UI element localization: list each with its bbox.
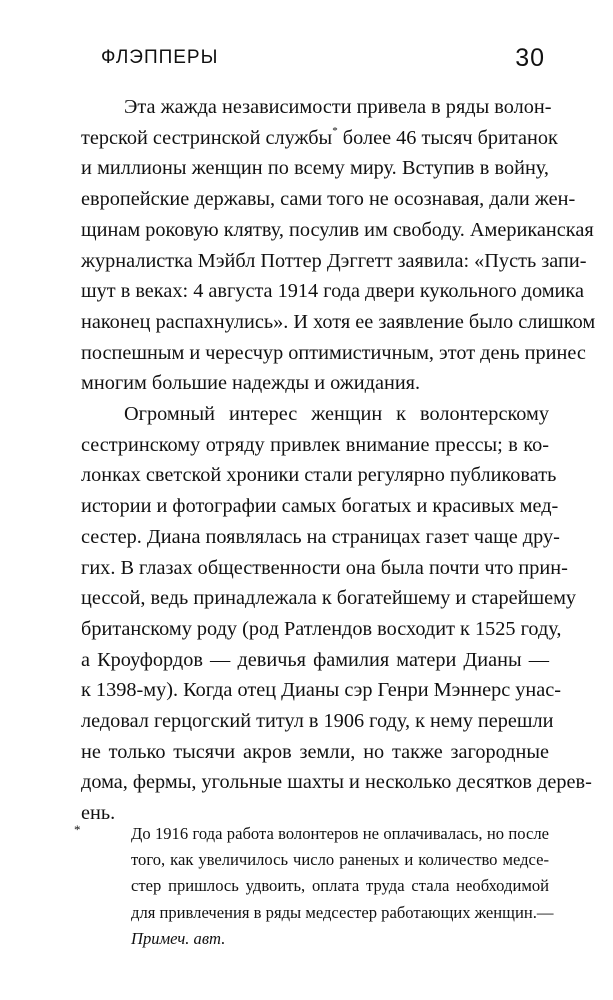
text-line: не только тысячи акров земли, но также загородные (81, 740, 549, 763)
text-line: гих. В глазах общественности она была почти что прин- (81, 556, 568, 579)
text-line: Эта жажда независимости привела в ряды волон- (124, 96, 552, 118)
text-line: истории и фотографии самых богатых и красивых мед- (81, 495, 559, 518)
text-line: дома, фермы, угольные шахты и несколько десятков дерев- (81, 771, 592, 794)
footnote-line: стер пришлось удвоить, оплата труда стала необходимой (131, 876, 549, 896)
text-line: ень. (81, 802, 116, 825)
text-line: ледовал герцогский титул в 1906 году, к нему перешли (81, 710, 554, 733)
main-text (81, 92, 596, 829)
text-line: лонках светской хроники стали регулярно публиковать (81, 464, 557, 487)
text-line: Огромный интерес женщин к волонтерскому (124, 403, 549, 426)
text-line: цессой, ведь принадлежала к богатейшему и старейшему (81, 587, 577, 610)
running-title: ФЛЭППЕРЫ (101, 47, 219, 68)
footnote-author-note: Примеч. авт. (131, 928, 226, 948)
text-line: сестринскому отряду привлек внимание прессы; в ко- (81, 433, 549, 456)
text-line: и миллионы женщин по всему миру. Вступив в войну, (81, 157, 549, 180)
text-line: наконец распахнулись». И хотя ее заявление было слишком (81, 310, 596, 333)
text-line: к 1398-му). Когда отец Дианы сэр Генри Мэннерс унас- (81, 679, 562, 702)
text-line: многим большие надежды и ожидания. (81, 372, 421, 395)
text-line: а Кроуфордов — девичья фамилия матери Дианы — (81, 648, 549, 671)
footnote-line: того, как увеличилось число раненых и количество медсе- (131, 850, 549, 870)
text-line: шут в веках: 4 августа 1914 года двери кукольного домика (81, 280, 584, 303)
paragraph-2 (81, 399, 592, 829)
text-line: поспешным и чересчур оптимистичным, этот день принес (81, 341, 586, 364)
text-line-with-footnote (81, 123, 558, 154)
footnote-line: для привлечения в ряды медсестер работающих женщин.— (131, 902, 554, 922)
page-header (101, 40, 545, 76)
footnote-text (131, 821, 554, 952)
text-line: щинам роковую клятву, посулив им свободу. Американская (81, 218, 594, 241)
page-number: 30 (515, 43, 545, 72)
footnote-reference[interactable]: * (332, 124, 338, 137)
text-segment: терской сестринской службы (81, 126, 333, 149)
text-line: британскому роду (род Ратлендов восходит к 1525 году, (81, 617, 562, 640)
footnote (74, 821, 554, 952)
text-line: европейские державы, сами того не осознавая, дали жен- (81, 188, 576, 211)
text-line: журналистка Мэйбл Поттер Дэггетт заявила: «Пусть запи- (81, 249, 587, 272)
footnote-line: До 1916 года работа волонтеров не оплачивалась, но после (131, 824, 549, 843)
text-segment: более 46 тысяч британок (342, 126, 558, 149)
footnote-marker: * (74, 822, 81, 837)
paragraph-1 (81, 92, 596, 399)
text-line: сестер. Диана появлялась на страницах газет чаще дру- (81, 525, 560, 548)
